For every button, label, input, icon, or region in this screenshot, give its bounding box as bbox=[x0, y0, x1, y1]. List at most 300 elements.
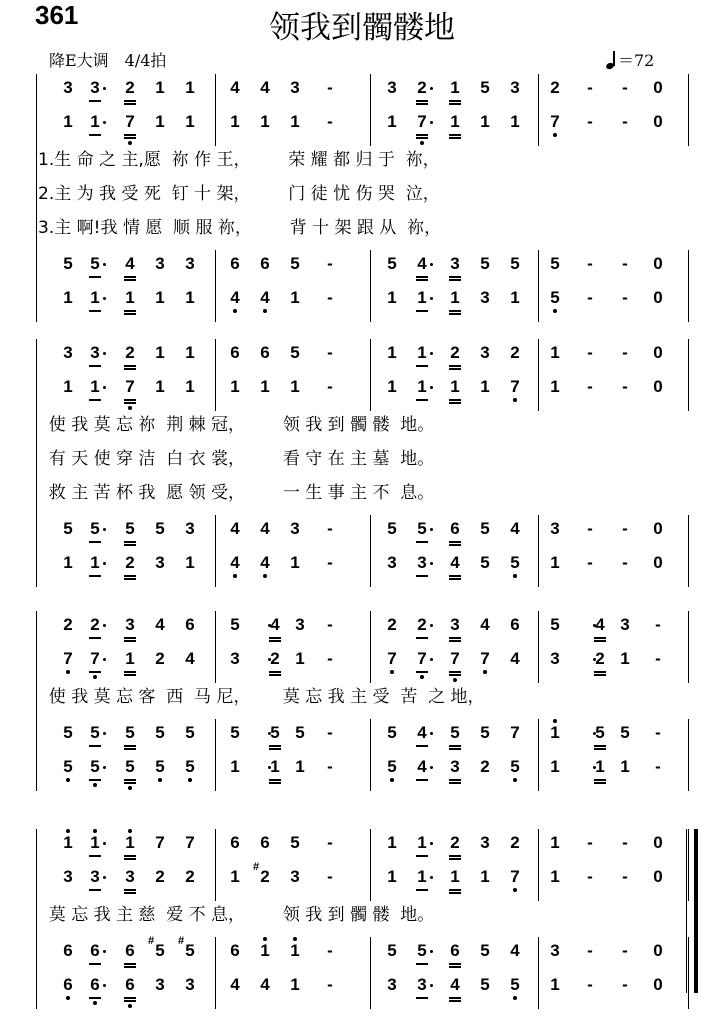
note-digit: 0 bbox=[653, 112, 663, 131]
note bbox=[151, 377, 169, 397]
note-digit: 1 bbox=[230, 757, 240, 776]
note-digit: 2 bbox=[125, 553, 135, 572]
note bbox=[506, 519, 524, 539]
note-digit: - bbox=[622, 941, 628, 960]
note bbox=[59, 377, 77, 397]
note-digit: - bbox=[655, 615, 661, 634]
note-digit: 1 bbox=[510, 288, 520, 307]
note bbox=[546, 288, 564, 308]
note-digit: 1 bbox=[387, 288, 397, 307]
note-digit: 1 bbox=[595, 757, 605, 776]
note bbox=[506, 615, 524, 635]
note bbox=[446, 723, 464, 743]
note bbox=[59, 112, 77, 132]
note-digit: 2 bbox=[417, 78, 427, 97]
note-digit: - bbox=[327, 615, 333, 634]
note-digit: 4 bbox=[125, 254, 135, 273]
note bbox=[59, 649, 77, 669]
note-digit: 1 bbox=[620, 649, 630, 668]
note-digit: 3 bbox=[155, 254, 165, 273]
note bbox=[546, 553, 564, 573]
note-digit: 2 bbox=[185, 867, 195, 886]
note bbox=[256, 78, 274, 98]
note-digit: - bbox=[622, 553, 628, 572]
note-digit: - bbox=[655, 723, 661, 742]
note bbox=[506, 723, 524, 743]
note-digit: 3 bbox=[63, 867, 73, 886]
note bbox=[286, 553, 304, 573]
note-digit: 0 bbox=[653, 553, 663, 572]
note bbox=[413, 975, 431, 995]
note bbox=[291, 723, 309, 743]
note-digit: 5 bbox=[290, 343, 300, 362]
barline bbox=[688, 937, 689, 1009]
note bbox=[476, 833, 494, 853]
note bbox=[413, 288, 431, 308]
note-digit: 3 bbox=[125, 615, 135, 634]
note bbox=[591, 615, 609, 635]
note bbox=[581, 553, 599, 573]
note-digit: 1 bbox=[185, 343, 195, 362]
note bbox=[546, 343, 564, 363]
note-digit: 1 bbox=[387, 343, 397, 362]
barline bbox=[215, 250, 216, 322]
note-digit: 6 bbox=[510, 615, 520, 634]
note-digit: 3 bbox=[480, 343, 490, 362]
note bbox=[446, 288, 464, 308]
note-digit: 1 bbox=[417, 343, 427, 362]
note bbox=[546, 254, 564, 274]
note bbox=[256, 288, 274, 308]
note-digit: - bbox=[622, 288, 628, 307]
note bbox=[546, 975, 564, 995]
note-digit: 5 bbox=[480, 254, 490, 273]
note bbox=[59, 553, 77, 573]
note bbox=[649, 288, 667, 308]
note bbox=[616, 757, 634, 777]
barline bbox=[538, 611, 539, 683]
note bbox=[413, 112, 431, 132]
note-digit: 6 bbox=[260, 343, 270, 362]
note-digit: 1 bbox=[63, 833, 73, 852]
note-digit: 5 bbox=[63, 519, 73, 538]
note bbox=[151, 254, 169, 274]
note-digit: 5 bbox=[270, 723, 280, 742]
note-digit: 4 bbox=[510, 941, 520, 960]
note-digit: 7 bbox=[510, 377, 520, 396]
note-digit: 3 bbox=[387, 975, 397, 994]
note-digit: 1 bbox=[480, 112, 490, 131]
tempo-value: ＝72 bbox=[618, 51, 655, 70]
note-digit: 4 bbox=[260, 78, 270, 97]
note bbox=[59, 343, 77, 363]
note bbox=[86, 867, 104, 887]
note-digit: 7 bbox=[417, 112, 427, 131]
note-digit: 1 bbox=[295, 649, 305, 668]
note-digit: 1 bbox=[63, 288, 73, 307]
note-digit: 0 bbox=[653, 519, 663, 538]
note bbox=[321, 941, 339, 961]
note-digit: - bbox=[327, 254, 333, 273]
note bbox=[151, 833, 169, 853]
note bbox=[321, 519, 339, 539]
note-digit: 7 bbox=[125, 377, 135, 396]
note bbox=[413, 615, 431, 635]
note bbox=[321, 78, 339, 98]
note bbox=[413, 254, 431, 274]
note-digit: 5 bbox=[510, 975, 520, 994]
final-barline bbox=[694, 829, 698, 993]
note bbox=[446, 975, 464, 995]
note bbox=[581, 941, 599, 961]
note-digit: 6 bbox=[185, 615, 195, 634]
note bbox=[616, 941, 634, 961]
note-digit: 2 bbox=[270, 649, 280, 668]
barline bbox=[215, 937, 216, 1009]
note bbox=[321, 723, 339, 743]
note bbox=[476, 112, 494, 132]
note-digit: 0 bbox=[653, 78, 663, 97]
note-digit: 2 bbox=[417, 615, 427, 634]
note-digit: 4 bbox=[230, 975, 240, 994]
note bbox=[546, 78, 564, 98]
note bbox=[383, 519, 401, 539]
note-digit: 5 bbox=[290, 254, 300, 273]
note-digit: 3 bbox=[550, 941, 560, 960]
note-digit: - bbox=[327, 553, 333, 572]
note bbox=[86, 377, 104, 397]
note-digit: 1 bbox=[417, 867, 427, 886]
note bbox=[121, 867, 139, 887]
note-digit: 5 bbox=[290, 833, 300, 852]
note-digit: 2 bbox=[595, 649, 605, 668]
note-digit: 5 bbox=[90, 723, 100, 742]
note bbox=[581, 288, 599, 308]
note-digit: 3 bbox=[290, 78, 300, 97]
note-digit: - bbox=[587, 519, 593, 538]
note bbox=[256, 112, 274, 132]
note bbox=[321, 343, 339, 363]
note-digit: 1 bbox=[480, 867, 490, 886]
note-digit: 1 bbox=[90, 112, 100, 131]
note bbox=[121, 941, 139, 961]
note bbox=[181, 649, 199, 669]
note bbox=[286, 519, 304, 539]
note-digit: 1 bbox=[125, 833, 135, 852]
note bbox=[476, 975, 494, 995]
barline bbox=[370, 611, 371, 683]
note-digit: 1 bbox=[90, 553, 100, 572]
note bbox=[413, 553, 431, 573]
note-digit: 2 bbox=[480, 757, 490, 776]
note-digit: 1 bbox=[125, 649, 135, 668]
note-digit: 2 bbox=[260, 867, 270, 886]
note-digit: 5 bbox=[185, 757, 195, 776]
note-digit: 4 bbox=[260, 288, 270, 307]
note-digit: 1 bbox=[417, 288, 427, 307]
note bbox=[181, 975, 199, 995]
note-digit: 1 bbox=[230, 377, 240, 396]
note-digit: - bbox=[587, 343, 593, 362]
note-digit: 4 bbox=[260, 553, 270, 572]
note-digit: 1 bbox=[387, 833, 397, 852]
note-digit: 3 bbox=[63, 343, 73, 362]
note bbox=[383, 975, 401, 995]
note-digit: 3 bbox=[620, 615, 630, 634]
note bbox=[446, 867, 464, 887]
note-digit: 4 bbox=[480, 615, 490, 634]
note bbox=[616, 553, 634, 573]
note-digit: 6 bbox=[450, 519, 460, 538]
note bbox=[226, 975, 244, 995]
note-digit: 6 bbox=[260, 833, 270, 852]
note bbox=[446, 941, 464, 961]
quarter-note-icon bbox=[606, 51, 618, 69]
note bbox=[256, 343, 274, 363]
note bbox=[591, 757, 609, 777]
note bbox=[546, 723, 564, 743]
note-digit: 1 bbox=[90, 377, 100, 396]
lyric-line: 1.生 命 之 主,愿 祢 作 王， 荣 耀 都 归 于 祢， bbox=[38, 150, 440, 170]
note bbox=[226, 649, 244, 669]
note-digit: 1 bbox=[155, 377, 165, 396]
note-digit: 5 bbox=[480, 975, 490, 994]
note bbox=[616, 112, 634, 132]
note bbox=[616, 975, 634, 995]
note-digit: 1 bbox=[450, 377, 460, 396]
note-digit: 5 bbox=[125, 519, 135, 538]
lyric-line: 2.主 为 我 受 死 钉 十 架， 门 徒 忧 伤 哭 泣， bbox=[38, 184, 440, 204]
note-digit: 1 bbox=[450, 288, 460, 307]
note bbox=[616, 78, 634, 98]
note-digit: 3 bbox=[450, 757, 460, 776]
note-digit: 1 bbox=[550, 343, 560, 362]
barline bbox=[370, 339, 371, 411]
note bbox=[383, 867, 401, 887]
note-digit: 1 bbox=[290, 377, 300, 396]
note-digit: 1 bbox=[290, 941, 300, 960]
note bbox=[413, 519, 431, 539]
note bbox=[226, 288, 244, 308]
note bbox=[226, 78, 244, 98]
note-digit: 1 bbox=[550, 757, 560, 776]
note-digit: 3 bbox=[480, 833, 490, 852]
barline bbox=[215, 339, 216, 411]
note-digit: 1 bbox=[417, 377, 427, 396]
note-digit: - bbox=[327, 833, 333, 852]
note bbox=[181, 78, 199, 98]
note bbox=[446, 833, 464, 853]
note bbox=[266, 757, 284, 777]
note-digit: 1 bbox=[450, 112, 460, 131]
note-digit: 1 bbox=[185, 553, 195, 572]
barline bbox=[370, 719, 371, 791]
note-digit: 7 bbox=[387, 649, 397, 668]
note-digit: 1 bbox=[480, 377, 490, 396]
note bbox=[321, 649, 339, 669]
note-digit: 3 bbox=[417, 975, 427, 994]
note-digit: 2 bbox=[155, 867, 165, 886]
note bbox=[226, 377, 244, 397]
note bbox=[649, 112, 667, 132]
note-digit: - bbox=[327, 78, 333, 97]
note bbox=[383, 288, 401, 308]
note-digit: 1 bbox=[63, 377, 73, 396]
note-digit: 5 bbox=[387, 519, 397, 538]
note bbox=[121, 343, 139, 363]
note-digit: 3 bbox=[387, 553, 397, 572]
note-digit: - bbox=[587, 377, 593, 396]
note-digit: 0 bbox=[653, 975, 663, 994]
note-digit: 5 bbox=[387, 723, 397, 742]
note bbox=[321, 833, 339, 853]
note-digit: 5 bbox=[387, 941, 397, 960]
note-digit: 5 bbox=[480, 553, 490, 572]
note bbox=[151, 615, 169, 635]
note bbox=[266, 615, 284, 635]
note bbox=[181, 553, 199, 573]
note-digit: 2 bbox=[125, 78, 135, 97]
note-digit: 5 bbox=[550, 288, 560, 307]
note bbox=[581, 343, 599, 363]
note bbox=[86, 833, 104, 853]
note-digit: 3 bbox=[155, 975, 165, 994]
note bbox=[121, 78, 139, 98]
note-digit: - bbox=[327, 867, 333, 886]
note-digit: 4 bbox=[417, 723, 427, 742]
note bbox=[121, 519, 139, 539]
note bbox=[181, 867, 199, 887]
note bbox=[649, 78, 667, 98]
note-digit: 4 bbox=[450, 553, 460, 572]
note-digit: 7 bbox=[510, 867, 520, 886]
note-digit: 6 bbox=[450, 941, 460, 960]
note-digit: 5 bbox=[125, 757, 135, 776]
note bbox=[266, 723, 284, 743]
note bbox=[446, 553, 464, 573]
note-digit: 5 bbox=[510, 553, 520, 572]
note-digit: 4 bbox=[230, 78, 240, 97]
note-digit: 1 bbox=[185, 377, 195, 396]
final-barline-thin bbox=[686, 829, 687, 993]
note-digit: 1 bbox=[155, 112, 165, 131]
note-digit: 1 bbox=[387, 867, 397, 886]
note bbox=[581, 519, 599, 539]
note-digit: 1 bbox=[417, 833, 427, 852]
note-digit: 6 bbox=[230, 833, 240, 852]
note-digit: 6 bbox=[125, 941, 135, 960]
note bbox=[321, 757, 339, 777]
note-digit: 3 bbox=[185, 975, 195, 994]
note bbox=[506, 975, 524, 995]
note bbox=[446, 112, 464, 132]
note-digit: 5 bbox=[295, 723, 305, 742]
note-digit: 1 bbox=[450, 78, 460, 97]
note bbox=[59, 519, 77, 539]
note-digit: 5 bbox=[387, 254, 397, 273]
note bbox=[59, 833, 77, 853]
note bbox=[476, 553, 494, 573]
note bbox=[383, 833, 401, 853]
note-digit: 5 bbox=[63, 254, 73, 273]
note-digit: 7 bbox=[550, 112, 560, 131]
barline bbox=[538, 74, 539, 146]
note-digit: - bbox=[327, 975, 333, 994]
note-digit: 5 bbox=[230, 615, 240, 634]
note-digit: 1 bbox=[63, 112, 73, 131]
note bbox=[121, 649, 139, 669]
note-digit: 1 bbox=[155, 288, 165, 307]
note-digit: 2 bbox=[450, 833, 460, 852]
note-digit: - bbox=[587, 867, 593, 886]
note-digit: 3 bbox=[295, 615, 305, 634]
note: 5 # bbox=[178, 935, 195, 960]
note-digit: 3 bbox=[450, 615, 460, 634]
note bbox=[86, 723, 104, 743]
note-digit: 4 bbox=[595, 615, 605, 634]
note bbox=[649, 723, 667, 743]
note-digit: - bbox=[587, 975, 593, 994]
note bbox=[321, 867, 339, 887]
note-digit: 1 bbox=[550, 867, 560, 886]
note bbox=[321, 553, 339, 573]
note-digit: 7 bbox=[185, 833, 195, 852]
note bbox=[181, 112, 199, 132]
note-digit: 2 bbox=[125, 343, 135, 362]
note-digit: 0 bbox=[653, 867, 663, 886]
note-digit: 5 bbox=[155, 519, 165, 538]
note bbox=[59, 254, 77, 274]
note-digit: 6 bbox=[125, 975, 135, 994]
note-digit: 4 bbox=[510, 649, 520, 668]
note-digit: 7 bbox=[63, 649, 73, 668]
note-digit: 0 bbox=[653, 254, 663, 273]
note-digit: 5 bbox=[417, 941, 427, 960]
note-digit: 3 bbox=[450, 254, 460, 273]
barline bbox=[538, 719, 539, 791]
note-digit: 1 bbox=[155, 78, 165, 97]
note-digit: - bbox=[622, 112, 628, 131]
note bbox=[581, 833, 599, 853]
note bbox=[591, 723, 609, 743]
note-digit: 5 bbox=[550, 254, 560, 273]
note bbox=[446, 615, 464, 635]
note-digit: 2 bbox=[450, 343, 460, 362]
note-digit: - bbox=[622, 975, 628, 994]
note-digit: 5 bbox=[480, 723, 490, 742]
note-digit: 7 bbox=[480, 649, 490, 668]
barline bbox=[688, 829, 689, 901]
note bbox=[86, 254, 104, 274]
note bbox=[321, 288, 339, 308]
note bbox=[546, 615, 564, 635]
note bbox=[59, 757, 77, 777]
note bbox=[506, 288, 524, 308]
note bbox=[151, 78, 169, 98]
note bbox=[226, 254, 244, 274]
note-digit: 5 bbox=[387, 757, 397, 776]
note bbox=[286, 975, 304, 995]
note-digit: - bbox=[622, 343, 628, 362]
note-digit: 0 bbox=[653, 288, 663, 307]
lyric-line: 救 主 苦 杯 我 愿 领 受， 一 生 事 主 不 息。 bbox=[38, 483, 435, 503]
note bbox=[413, 377, 431, 397]
note-digit: 2 bbox=[63, 615, 73, 634]
note-digit: - bbox=[655, 757, 661, 776]
note bbox=[649, 553, 667, 573]
note bbox=[226, 519, 244, 539]
note bbox=[506, 867, 524, 887]
